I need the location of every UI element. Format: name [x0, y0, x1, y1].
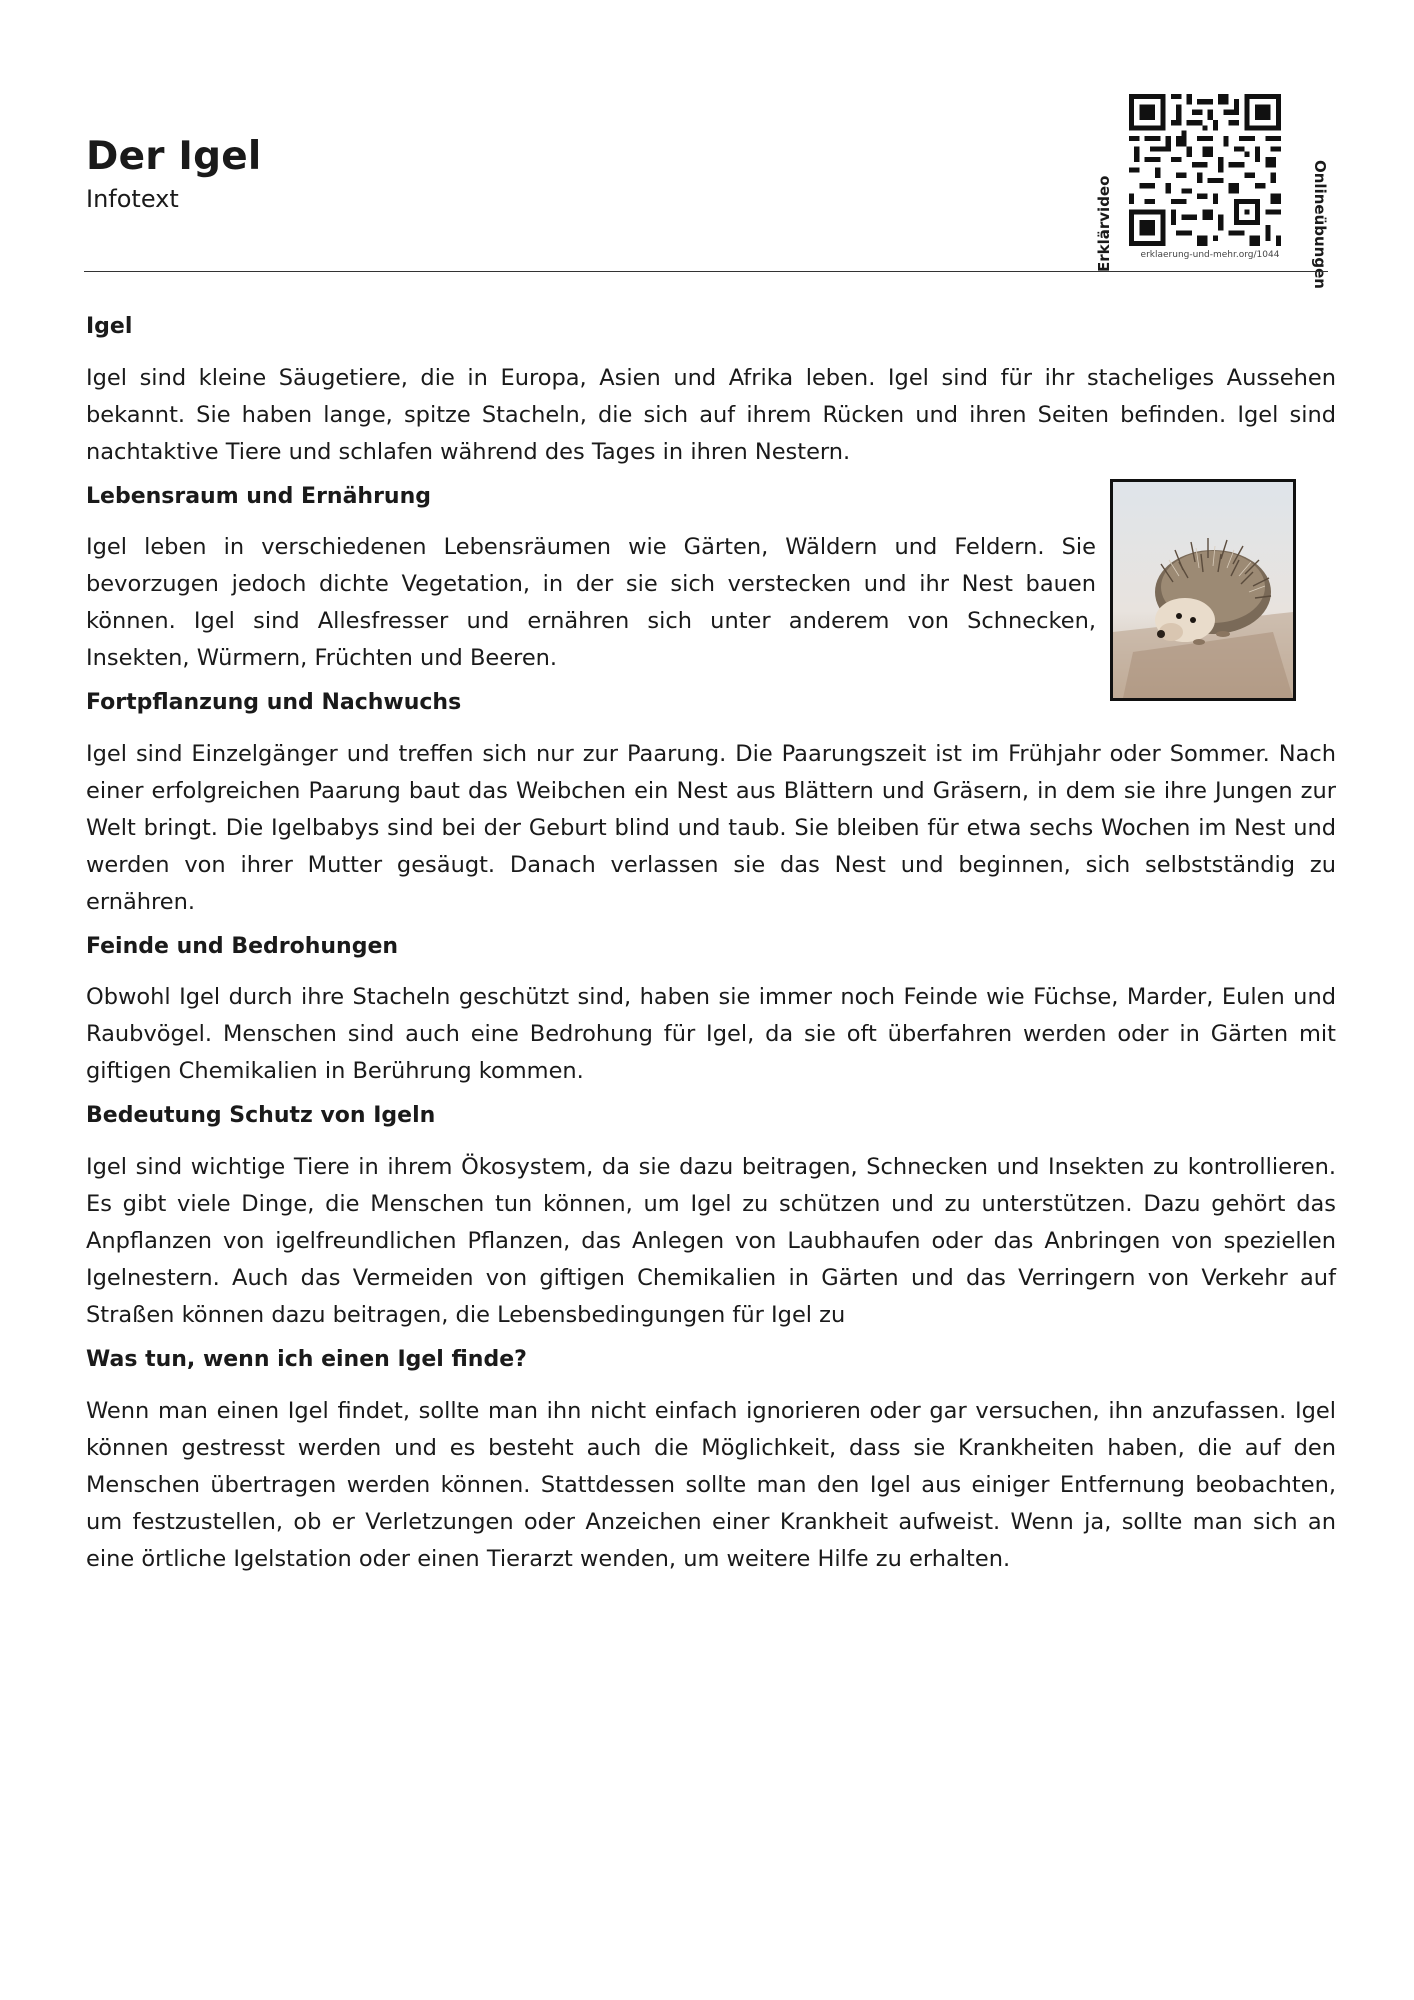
page-subtitle: Infotext	[86, 184, 179, 213]
qr-block	[1095, 88, 1340, 289]
section-igel-finden	[86, 1346, 1336, 1578]
section-schutz	[86, 1102, 1336, 1334]
section-heading: Was tun, wenn ich einen Igel finde?	[86, 1346, 527, 1372]
section-fortpflanzung	[86, 689, 1336, 921]
section-text: Obwohl Igel durch ihre Stacheln geschützt sind, haben sie immer noch Feinde wie Füchse, Marder, Eulen und Raubvögel. Menschen sind auch eine Bedrohung für Igel, da sie oft überfahren werden oder in Gärten mit giftigen Chemikalien in Berührung kommen.	[86, 984, 1336, 1085]
qr-label-erklaervideo: Erklärvideo	[1095, 175, 1113, 273]
section-lebensraum	[86, 483, 1336, 678]
section-heading: Fortpflanzung und Nachwuchs	[86, 690, 462, 716]
header-divider	[84, 271, 1328, 272]
hedgehog-icon	[1113, 482, 1293, 698]
qr-code-icon[interactable]	[1129, 94, 1281, 246]
section-text: Igel sind wichtige Tiere in ihrem Ökosystem, da sie dazu beitragen, Schnecken und Insekten zu kontrollieren. Es gibt viele Dinge, die Menschen tun können, um Igel zu schützen und zu unterstützen. Dazu gehört das Anpflanzen von igelfreundlichen Pflanzen, das Anlegen von Laubhaufen oder das Anbringen von speziellen Igelnestern. Auch das Vermeiden von giftigen Chemikalien in Gärten und das Verringern von Verkehr auf Straßen können dazu beitragen, die Lebensbedingungen für Igel zu	[86, 1153, 1336, 1328]
section-heading: Lebensraum und Ernährung	[86, 483, 432, 509]
section-text: Igel leben in verschiedenen Lebensräumen wie Gärten, Wäldern und Feldern. Sie bevorzugen jedoch dichte Vegetation, in der sie sich verstecken und ihr Nest bauen können. Igel sind Allesfresser und ernähren sich unter anderem von Schnecken, Insekten, Würmern, Früchten und Beeren.	[86, 534, 1096, 672]
section-text: Igel sind Einzelgänger und treffen sich nur zur Paarung. Die Paarungszeit ist im Frühjahr oder Sommer. Nach einer erfolgreichen Paarung baut das Weibchen ein Nest aus Blättern und Gräsern, in dem sie ihre Jungen zur Welt bringt. Die Igelbabys sind bei der Geburt blind und taub. Sie bleiben für etwa sechs Wochen im Nest und werden von ihrer Mutter gesäugt. Danach verlassen sie das Nest und beginnen, sich selbstständig zu ernähren.	[86, 740, 1336, 915]
page-title: Der Igel	[86, 134, 262, 179]
section-feinde	[86, 933, 1336, 1091]
section-text: Wenn man einen Igel findet, sollte man ihn nicht einfach ignorieren oder gar versuchen, ihn anzufassen. Igel können gestresst werden und es besteht auch die Möglichkeit, dass sie Krankheiten haben, die auf den Menschen übertragen werden können. Stattdessen sollte man den Igel aus einiger Entfernung beobachten, um festzustellen, ob er Verletzungen oder Anzeichen einer Krankheit aufweist. Wenn ja, sollte man sich an eine örtliche Igelstation oder einen Tierarzt wenden, um weitere Hilfe zu erhalten.	[86, 1397, 1336, 1572]
page-header	[86, 136, 261, 213]
section-heading: Igel	[86, 314, 133, 339]
section-igel	[86, 313, 1336, 471]
hedgehog-photo	[1110, 479, 1296, 701]
article-body	[86, 300, 1336, 1590]
qr-label-onlineuebungen: Onlineübungen	[1311, 159, 1329, 289]
section-text: Igel sind kleine Säugetiere, die in Europa, Asien und Afrika leben. Igel sind für ihr stacheliges Aussehen bekannt. Sie haben lange, spitze Stacheln, die sich auf ihrem Rücken und ihren Seiten befinden. Igel sind nachtaktive Tiere und schlafen während des Tages in ihren Nestern.	[86, 364, 1336, 465]
qr-url[interactable]: erklaerung-und-mehr.org/1044	[1140, 250, 1280, 260]
section-heading: Feinde und Bedrohungen	[86, 933, 399, 959]
section-heading: Bedeutung Schutz von Igeln	[86, 1103, 436, 1129]
